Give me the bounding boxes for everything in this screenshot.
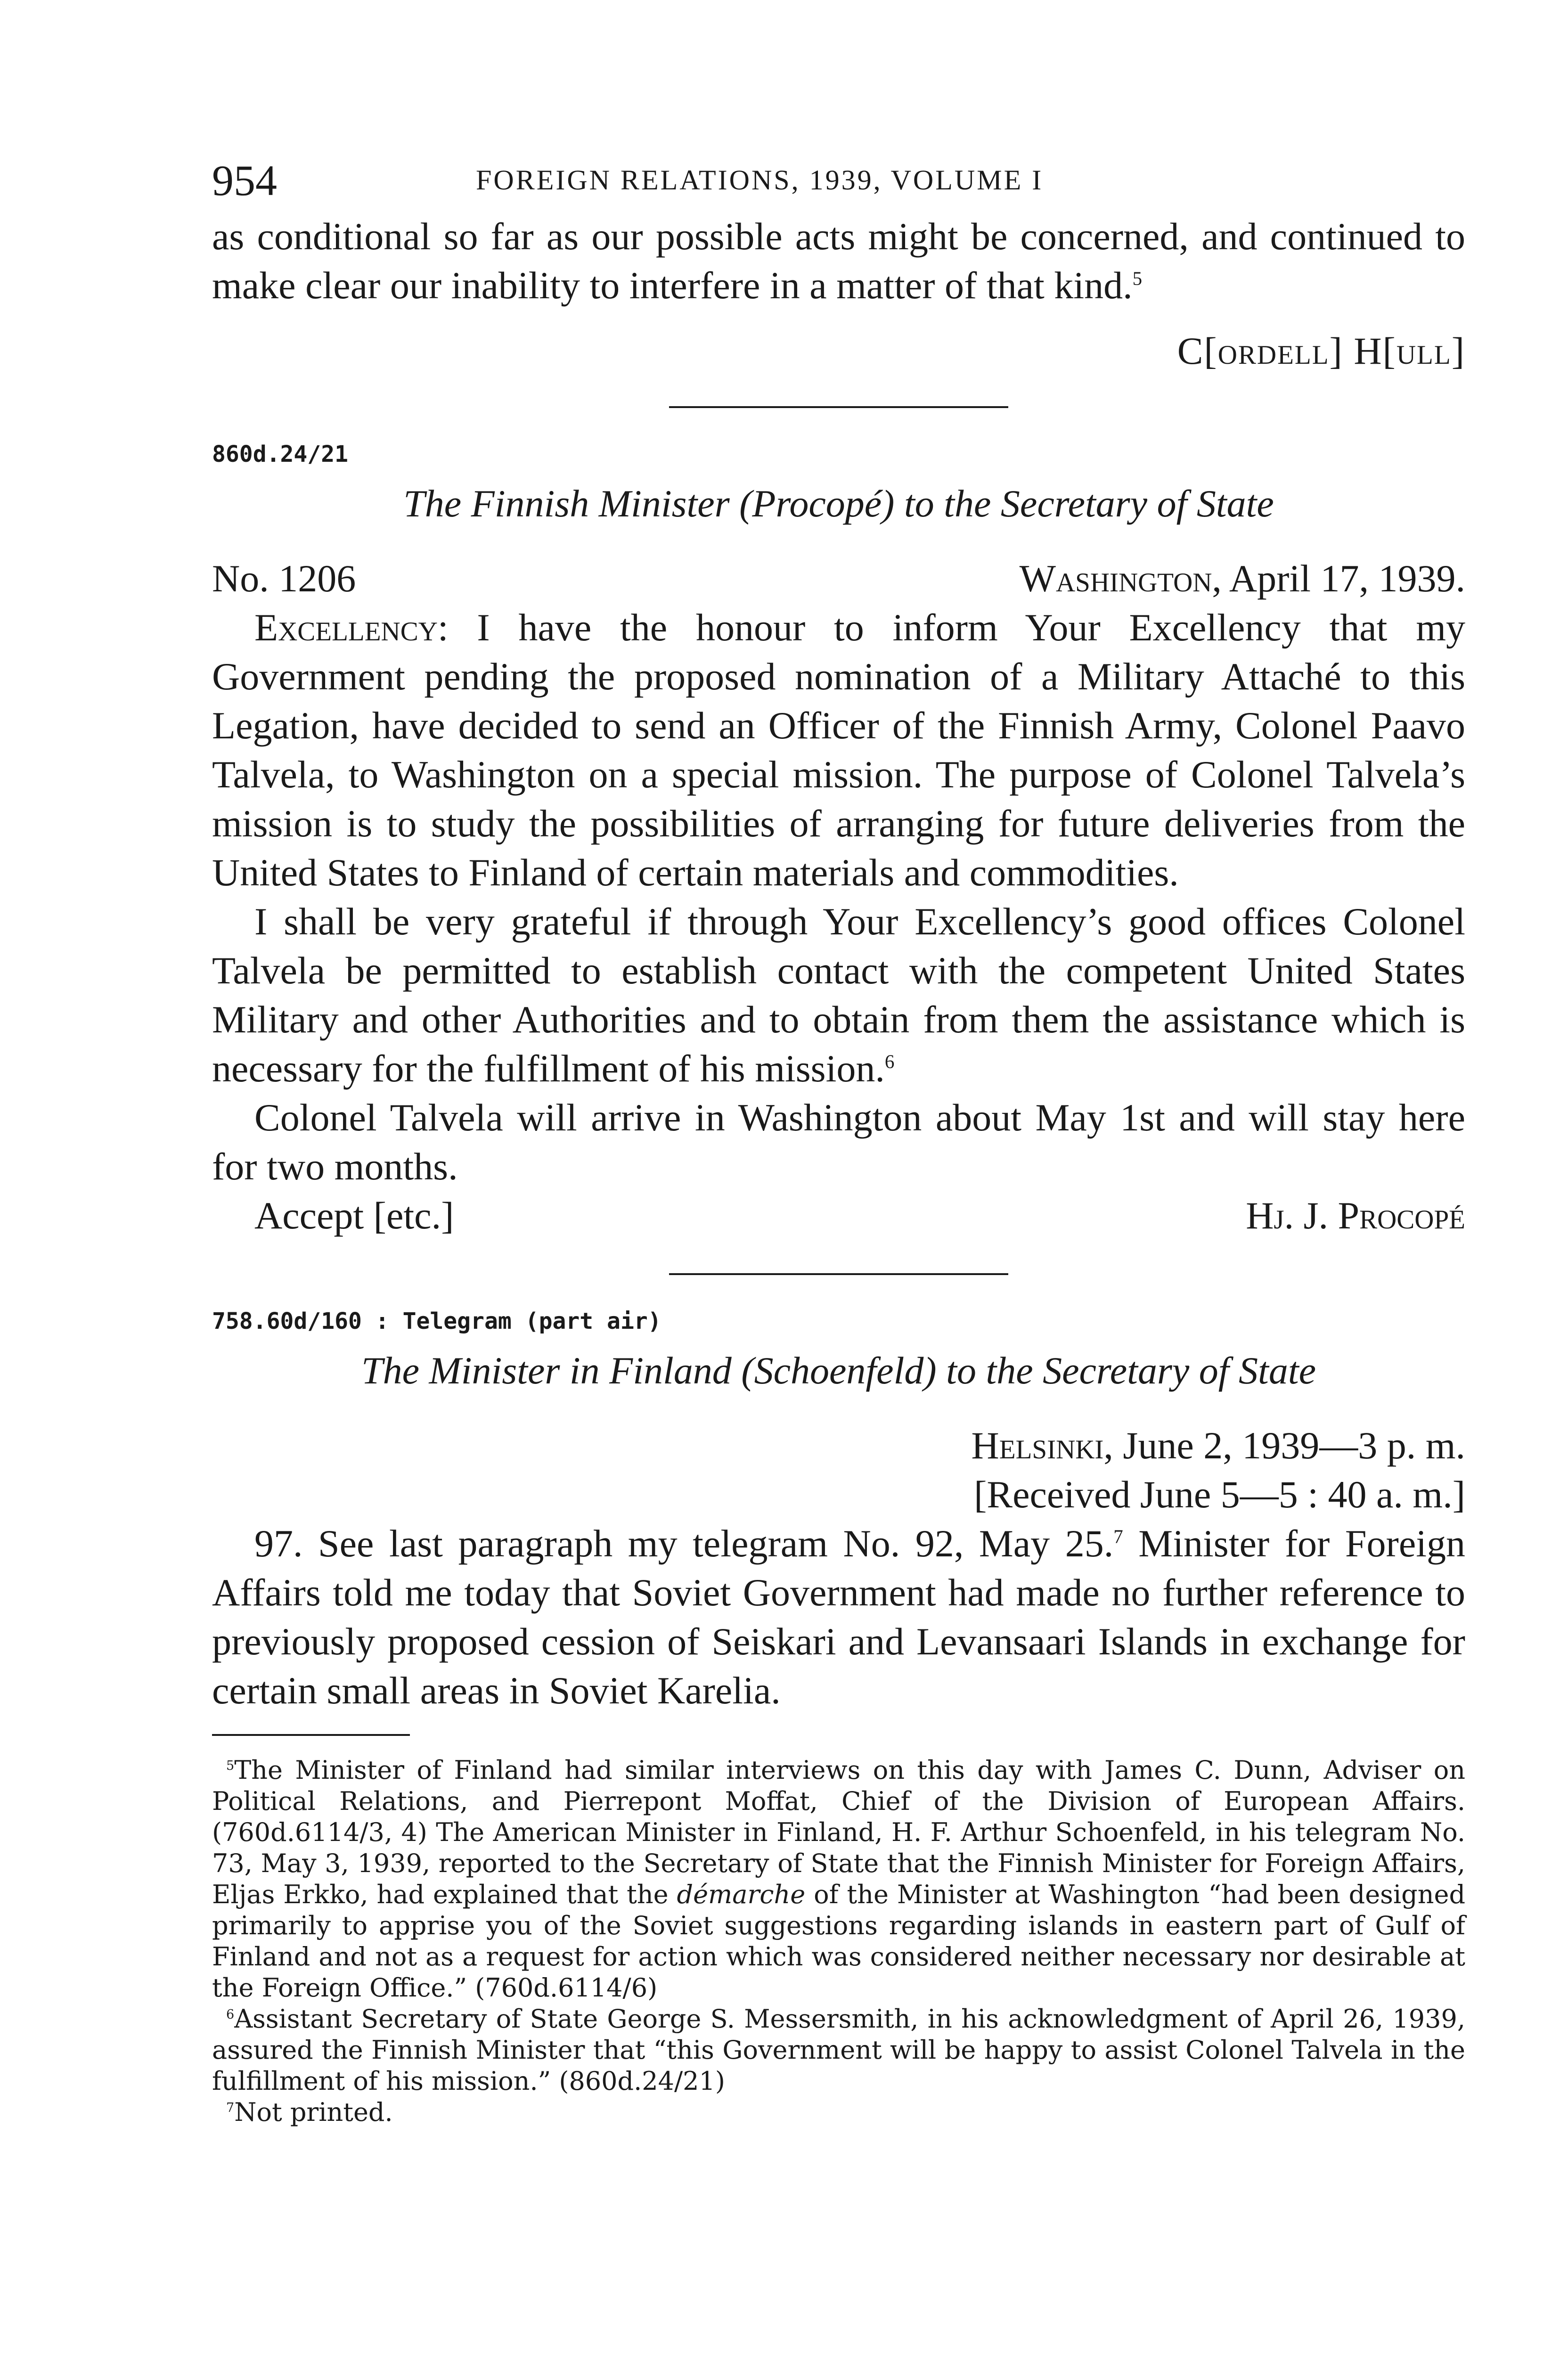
footnotes: [212, 1755, 1465, 2128]
file-reference: 758.60d/160 : Telegram (part air): [212, 1308, 662, 1334]
section-divider: [669, 406, 1008, 408]
closing-row: [212, 1191, 1465, 1240]
footnote-6: $^6$Assistant Secretary of State George S. Messersmith, in his acknowledgment of April 26, 1939, assured the Finnish Minister that “this Government will be happy to assist Colonel Talvela in the fulfillment of his mission.” (860d.24/21): [212, 2004, 1465, 2096]
dateline: Washington, April 17, 1939.: [1019, 557, 1465, 600]
document-title: The Finnish Minister (Procopé) to the Secretary of State: [403, 482, 1274, 525]
signature-hull: C[ordell] H[ull]: [1177, 329, 1465, 372]
page-header: [212, 155, 1465, 212]
document-page: [212, 155, 1465, 2128]
footnote-7: $^7$Not printed.: [226, 2097, 393, 2127]
paragraph: Excellency: I have the honour to inform Your Excellency that my Government pending the proposed nomination of a Military Attaché to this Legation, have decided to send an Officer of the Finnish Army, Colonel Paavo Talvela, to Washington on a special mission. The purpose of Colonel Talvela’s mission is to study the possibilities of arranging for future deliveries from the United States to Finland of certain materials and commodities.: [212, 606, 1465, 894]
paragraph: Colonel Talvela will arrive in Washington about May 1st and will stay here for two months.: [212, 1096, 1465, 1188]
file-reference: 860d.24/21: [212, 441, 348, 467]
closing: Accept [etc.]: [254, 1194, 454, 1237]
paragraph: I shall be very grateful if through Your Excellency’s good offices Colonel Talvela be permitted to establish contact with the competent United States Military and other Authorities and to obtain from them the assistance which is necessary for the fulfillment of his mission.$^6$: [212, 900, 1465, 1090]
continuation-text: as conditional so far as our possible acts might be concerned, and continued to make clear our inability to interfere in a matter of that kind.: [212, 215, 1465, 307]
salutation: Excellency: [254, 606, 438, 649]
running-head: FOREIGN RELATIONS, 1939, VOLUME I: [476, 164, 1044, 196]
continuation-paragraph: [212, 212, 1465, 310]
footnote-ref-7: 7: [1113, 1525, 1123, 1547]
dateline-row: [212, 554, 1465, 603]
document-title: The Minister in Finland (Schoenfeld) to the Secretary of State: [361, 1349, 1316, 1392]
dateline: Helsinki, June 2, 1939—3 p. m.: [971, 1424, 1465, 1467]
footnote-ref-5: 5: [1132, 267, 1143, 289]
received-line: [Received June 5—5 : 40 a. m.]: [974, 1473, 1465, 1516]
signer: Hj. J. Procopé: [1246, 1194, 1465, 1237]
footnote-divider: [212, 1734, 410, 1736]
footnote-ref-6: 6: [884, 1050, 895, 1072]
footnote-5: $^5$The Minister of Finland had similar interviews on this day with James C. Dunn, Adviser on Political Relations, and Pierrepont Moffat, Chief of the Division of European Affairs. (760d.6114/3, 4) The American Minister in Finland, H. F. Arthur Schoenfeld, in his telegram No. 73, May 3, 1939, reported to the Secretary of State that the Finnish Minister for Foreign Affairs, Eljas Erkko, had explained that the démarche of the Minister at Washington “had been designed primarily to apprise you of the Soviet suggestions regarding islands in eastern part of Gulf of Finland and not as a request for action which was considered neither necessary nor desirable at the Foreign Office.” (760d.6114/6): [212, 1755, 1466, 2003]
paragraph: 97. See last paragraph my telegram No. 92, May 25.$^7$ Minister for Foreign Affairs told me today that Soviet Government had made no further reference to previously proposed cession of Seiskari and Levansaari Islands in exchange for certain small areas in Soviet Karelia.: [212, 1522, 1465, 1712]
document-number: No. 1206: [212, 557, 356, 600]
page-number: 954: [212, 156, 277, 205]
section-divider: [669, 1273, 1008, 1275]
